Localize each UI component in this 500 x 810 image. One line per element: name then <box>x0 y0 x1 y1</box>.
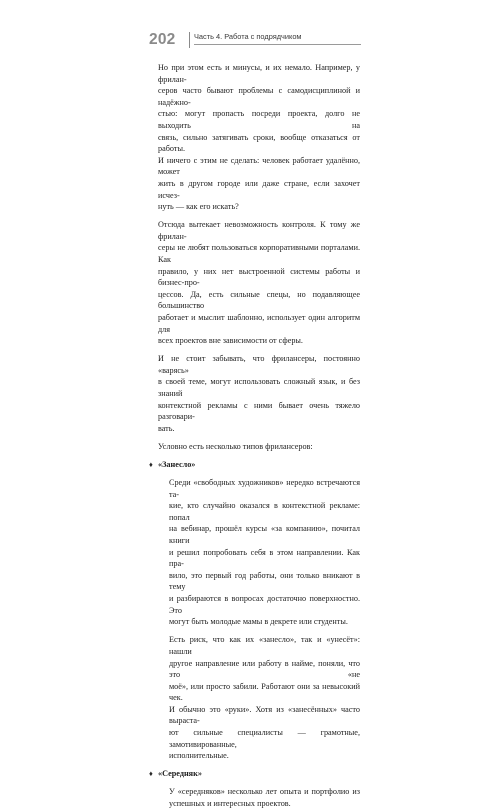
text-line: могут быть молодые мамы в декрете или студенты. <box>169 617 348 627</box>
text-line: работает и мыслит шаблонно, использует один алгоритм для <box>158 312 360 334</box>
text-line: на вебинар, прошёл курсы «за компанию», почитал книги <box>169 524 360 546</box>
paragraph-freelancer-cons <box>158 62 360 213</box>
text-line: правило, у них нет выстроенной системы работы и бизнес-про- <box>158 266 360 288</box>
text-line: И ничего с этим не сделать: человек работает удалённо, может <box>158 155 360 177</box>
text-line: вило, это первый год работы, они только вникают в тему <box>169 570 360 592</box>
diamond-bullet-icon: ♦ <box>149 460 153 469</box>
section-title: Часть 4. Работа с подрядчиком <box>194 32 302 41</box>
text-line: цессов. Да, есть сильные спецы, но подавляющее большинство <box>158 289 360 311</box>
text-line: жить в другом городе или даже стране, если захочет исчез- <box>158 178 360 200</box>
header-rule <box>194 44 361 45</box>
text-line: стью: могут пропасть посреди проекта, долго не выходить на <box>158 109 360 130</box>
bullet-title: «Середняк» <box>158 769 202 779</box>
text-line: Среди «свободных художников» нередко встречаются та- <box>169 478 360 499</box>
text-line: Но при этом есть и минусы, и их немало. Например, у фрилан- <box>158 63 360 84</box>
text-line: всех проектов вне зависимости от сферы. <box>158 336 303 346</box>
text-line: У «середняков» несколько лет опыта и портфолио из <box>169 787 360 797</box>
text-line: кие, кто случайно оказался в контекстной рекламе: попал <box>169 501 360 522</box>
text-line: И обычно это «руки». Хотя из «занесённых» часто выраста- <box>169 704 360 726</box>
header-divider <box>189 32 190 48</box>
paragraph-zaneslo-description <box>169 477 360 628</box>
bullet-heading-zaneslo <box>149 459 360 471</box>
text-line: Условно есть несколько типов фрилансеров: <box>158 441 313 451</box>
text-line: и решил попробовать себя в этом направлении. Как пра- <box>169 547 360 569</box>
page-header <box>149 30 361 50</box>
text-line: в своей теме, могут использовать сложный язык, и без знаний <box>158 377 360 399</box>
text-line: контекстной рекламы с ними бывает очень тяжело разговари- <box>158 400 360 422</box>
page-body <box>149 62 360 810</box>
bullet-body-zaneslo <box>169 477 360 762</box>
paragraph-serednyak-description <box>169 786 360 809</box>
paragraph-zaneslo-risk <box>169 634 360 762</box>
paragraph-complex-language <box>158 353 360 434</box>
text-line: серов часто бывают проблемы с самодисциплиной и надёжно- <box>158 86 360 107</box>
text-line: связь, сильно затягивать сроки, вообще отказаться от работы. <box>158 132 360 154</box>
text-line: и разбираются в вопросах достаточно поверхностно. Это <box>169 594 360 615</box>
text-line: нуть — как его искать? <box>158 202 239 212</box>
text-line: успешных и интересных проектов. <box>169 799 291 809</box>
page-number: 202 <box>149 31 176 48</box>
text-line: И не стоит забывать, что фрилансеры, постоянно «варясь» <box>158 354 360 375</box>
text-line: исполнительные. <box>169 751 229 761</box>
bullet-title: «Занесло» <box>158 460 196 469</box>
text-line: моё», или просто забили. Работают они за невысокий чек. <box>169 681 360 703</box>
text-line: другое направление или работу в найме, поняли, что это «не <box>169 658 360 680</box>
text-line: серы не любят пользоваться корпоративными порталами. Как <box>158 243 360 264</box>
bullet-heading-serednyak <box>149 768 360 780</box>
text-line: вать. <box>158 423 175 433</box>
diamond-bullet-icon: ♦ <box>149 769 153 779</box>
paragraph-no-control <box>158 219 360 347</box>
text-line: ют сильные специалисты — грамотные, замотивированные, <box>169 728 360 749</box>
bullet-body-serednyak <box>169 786 360 809</box>
text-line: Есть риск, что как их «занесло», так и «унесёт»: нашли <box>169 635 360 656</box>
text-line: Отсюда вытекает невозможность контроля. К тому же фрилан- <box>158 220 360 241</box>
paragraph-types-intro <box>158 441 360 453</box>
